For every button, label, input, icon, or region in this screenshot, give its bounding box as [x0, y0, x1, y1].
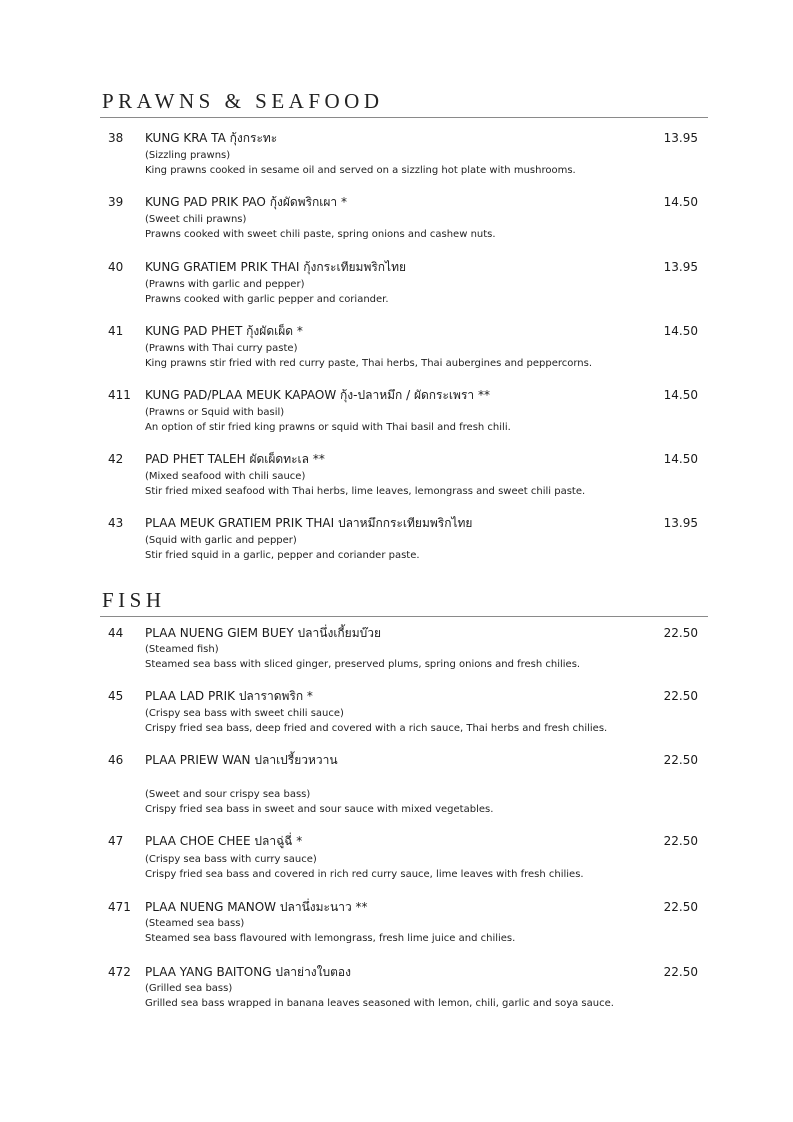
item-number: 411 — [108, 388, 131, 402]
item-name-english: PLAA YANG BAITONG — [145, 965, 272, 979]
item-name — [145, 964, 351, 980]
item-description: King prawns stir fried with red curry paste, Thai herbs, Thai aubergines and peppercorns. — [145, 358, 593, 369]
item-subtitle: (Squid with garlic and pepper) — [145, 535, 297, 546]
item-price: 22.50 — [663, 834, 698, 848]
item-name-thai: ปลาย่างใบตอง — [275, 965, 352, 979]
item-price: 14.50 — [663, 452, 698, 466]
item-description: An option of stir fried king prawns or squid with Thai basil and fresh chili. — [145, 422, 511, 433]
section-divider — [100, 616, 708, 617]
item-description: King prawns cooked in sesame oil and served on a sizzling hot plate with mushrooms. — [145, 165, 576, 176]
item-subtitle: (Crispy sea bass with sweet chili sauce) — [145, 708, 344, 719]
item-subtitle: (Sweet chili prawns) — [145, 214, 247, 225]
item-name-thai: ปลานึ่งเกี้ยมบ๊วย — [297, 626, 382, 640]
item-name — [145, 387, 490, 403]
item-number: 43 — [108, 516, 124, 530]
item-name — [145, 752, 338, 768]
item-name-thai: ผัดเผ็ดทะเล ** — [249, 452, 325, 466]
section-divider — [100, 117, 708, 118]
item-name-thai: ปลาหมึกกระเทียมพริกไทย — [337, 516, 473, 530]
item-description: Crispy fried sea bass and covered in rich red curry sauce, lime leaves with fresh chilies. — [145, 869, 584, 880]
item-subtitle: (Grilled sea bass) — [145, 983, 233, 994]
item-number: 471 — [108, 900, 131, 914]
item-price: 14.50 — [663, 388, 698, 402]
item-subtitle: (Prawns with Thai curry paste) — [145, 343, 298, 354]
item-number: 45 — [108, 689, 124, 703]
item-name-english: PAD PHET TALEH — [145, 452, 246, 466]
item-name — [145, 688, 313, 704]
item-name — [145, 130, 277, 146]
item-name-english: PLAA NUENG GIEM BUEY — [145, 626, 294, 640]
item-name — [145, 194, 347, 210]
item-name-thai: กุ้งกระเทียมพริกไทย — [303, 260, 407, 274]
item-name-english: PLAA NUENG MANOW — [145, 900, 277, 914]
item-name-english: PLAA PRIEW WAN — [145, 753, 251, 767]
item-description: Crispy fried sea bass in sweet and sour sauce with mixed vegetables. — [145, 804, 494, 815]
item-name-thai: ปลาฉู่ฉี่ * — [254, 834, 303, 848]
item-name — [145, 625, 381, 641]
item-name — [145, 515, 472, 531]
item-name-english: KUNG PAD/PLAA MEUK KAPAOW — [145, 388, 337, 402]
item-number: 38 — [108, 131, 124, 145]
item-name-thai: ปลานึ่งมะนาว ** — [279, 900, 368, 914]
item-name-thai: ปลาราดพริก * — [238, 689, 313, 703]
item-price: 22.50 — [663, 753, 698, 767]
item-description: Crispy fried sea bass, deep fried and covered with a rich sauce, Thai herbs and fresh chilies. — [145, 723, 608, 734]
section-prawns-seafood — [100, 88, 708, 561]
item-name-thai: กุ้งผัดเผ็ด * — [246, 324, 303, 338]
item-price: 14.50 — [663, 324, 698, 338]
item-name-english: PLAA CHOE CHEE — [145, 834, 251, 848]
item-name-english: PLAA MEUK GRATIEM PRIK THAI — [145, 516, 335, 530]
item-name-thai: กุ้ง-ปลาหมึก / ผัดกระเพรา ** — [340, 388, 490, 402]
item-description: Stir fried mixed seafood with Thai herbs, lime leaves, lemongrass and sweet chili paste. — [145, 486, 586, 497]
item-description: Steamed sea bass flavoured with lemongrass, fresh lime juice and chilies. — [145, 933, 516, 944]
item-name — [145, 899, 368, 915]
item-description: Prawns cooked with garlic pepper and coriander. — [145, 294, 389, 305]
item-price: 13.95 — [663, 260, 698, 274]
item-number: 41 — [108, 324, 124, 338]
item-name — [145, 323, 303, 339]
item-name-thai: ปลาเปรี้ยวหวาน — [254, 753, 338, 767]
item-number: 44 — [108, 626, 124, 640]
item-number: 40 — [108, 260, 124, 274]
item-price: 13.95 — [663, 516, 698, 530]
item-name-english: KUNG GRATIEM PRIK THAI — [145, 260, 300, 274]
item-number: 42 — [108, 452, 124, 466]
item-price: 14.50 — [663, 195, 698, 209]
item-description: Steamed sea bass with sliced ginger, preserved plums, spring onions and fresh chilies. — [145, 659, 581, 670]
section-title: PRAWNS & SEAFOOD — [102, 89, 384, 113]
item-subtitle: (Mixed seafood with chili sauce) — [145, 471, 306, 482]
item-subtitle: (Prawns or Squid with basil) — [145, 407, 285, 418]
item-description: Grilled sea bass wrapped in banana leaves seasoned with lemon, chili, garlic and soya sauce. — [145, 998, 614, 1009]
item-subtitle: (Steamed fish) — [145, 644, 219, 655]
item-number: 39 — [108, 195, 124, 209]
item-subtitle: (Steamed sea bass) — [145, 918, 245, 929]
item-number: 47 — [108, 834, 124, 848]
item-name — [145, 451, 325, 467]
item-price: 22.50 — [663, 900, 698, 914]
item-name-english: KUNG PAD PHET — [145, 324, 243, 338]
item-name — [145, 833, 302, 849]
item-name-thai: กุ้งผัดพริกเผา * — [269, 195, 347, 209]
item-price: 22.50 — [663, 965, 698, 979]
section-fish — [100, 587, 708, 1009]
item-number: 472 — [108, 965, 131, 979]
section-title: FISH — [102, 588, 166, 612]
item-price: 22.50 — [663, 689, 698, 703]
item-name-english: KUNG KRA TA — [145, 131, 226, 145]
item-name-english: KUNG PAD PRIK PAO — [145, 195, 266, 209]
item-description: Prawns cooked with sweet chili paste, spring onions and cashew nuts. — [145, 229, 496, 240]
item-name-english: PLAA LAD PRIK — [145, 689, 235, 703]
item-price: 22.50 — [663, 626, 698, 640]
item-subtitle: (Sizzling prawns) — [145, 150, 231, 161]
item-number: 46 — [108, 753, 124, 767]
item-description: Stir fried squid in a garlic, pepper and coriander paste. — [145, 550, 420, 561]
item-subtitle: (Sweet and sour crispy sea bass) — [145, 789, 311, 800]
item-name-thai: กุ้งกระทะ — [229, 131, 278, 145]
item-name — [145, 259, 406, 275]
item-subtitle: (Crispy sea bass with curry sauce) — [145, 854, 317, 865]
item-price: 13.95 — [663, 131, 698, 145]
item-subtitle: (Prawns with garlic and pepper) — [145, 279, 305, 290]
